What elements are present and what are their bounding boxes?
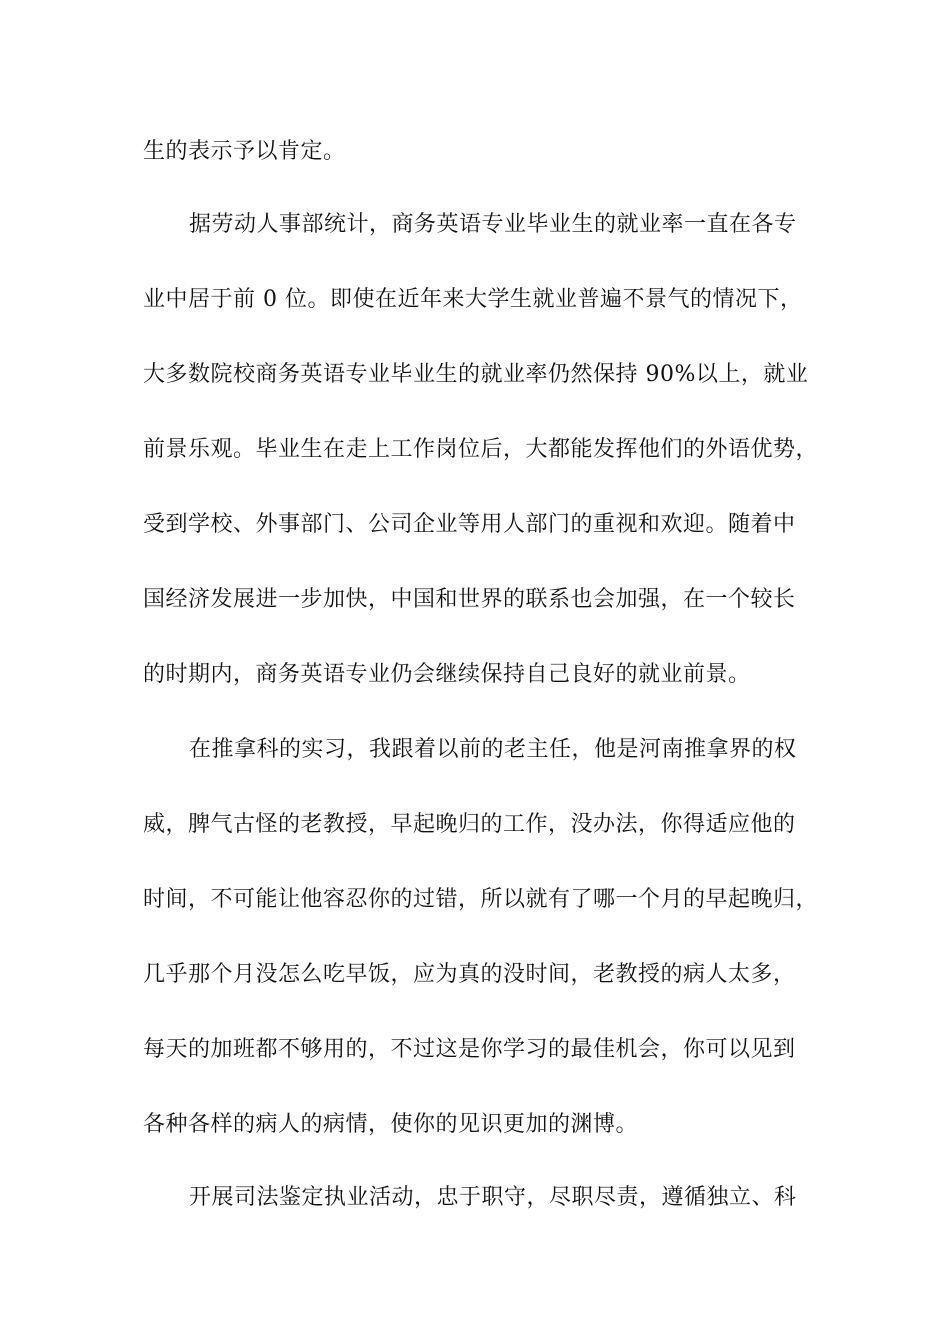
text-line: 各种各样的病人的病情，使你的见识更加的渊博。 bbox=[143, 1112, 639, 1137]
text-line: 前景乐观。毕业生在走上工作岗位后，大都能发挥他们的外语优势， bbox=[143, 437, 819, 462]
text-line: 几乎那个月没怎么吃早饭，应为真的没时间，老教授的病人太多， bbox=[143, 962, 796, 987]
paragraph-first-line: 在推拿科的实习，我跟着以前的老主任，他是河南推拿界的权 bbox=[189, 737, 797, 762]
paragraph-first-line: 据劳动人事部统计，商务英语专业毕业生的就业率一直在各专 bbox=[189, 212, 797, 237]
text-line: 业中居于前 0 位。即使在近年来大学生就业普遍不景气的情况下， bbox=[143, 287, 803, 312]
text-line: 时间，不可能让他容忍你的过错，所以就有了哪一个月的早起晚归， bbox=[143, 887, 819, 912]
text-line: 的时期内，商务英语专业仍会继续保持自己良好的就业前景。 bbox=[143, 662, 751, 687]
text-line: 每天的加班都不够用的，不过这是你学习的最佳机会，你可以见到 bbox=[143, 1037, 796, 1062]
text-line: 国经济发展进一步加快，中国和世界的联系也会加强，在一个较长 bbox=[143, 587, 796, 612]
text-line: 受到学校、外事部门、公司企业等用人部门的重视和欢迎。随着中 bbox=[143, 512, 796, 537]
text-line: 大多数院校商务英语专业毕业生的就业率仍然保持 90%以上，就业 bbox=[143, 362, 809, 387]
text-line: 威，脾气古怪的老教授，早起晚归的工作，没办法，你得适应他的 bbox=[143, 812, 796, 837]
text-line: 生的表示予以肯定。 bbox=[143, 139, 346, 164]
paragraph-first-line: 开展司法鉴定执业活动，忠于职守，尽职尽责，遵循独立、科 bbox=[189, 1185, 797, 1210]
